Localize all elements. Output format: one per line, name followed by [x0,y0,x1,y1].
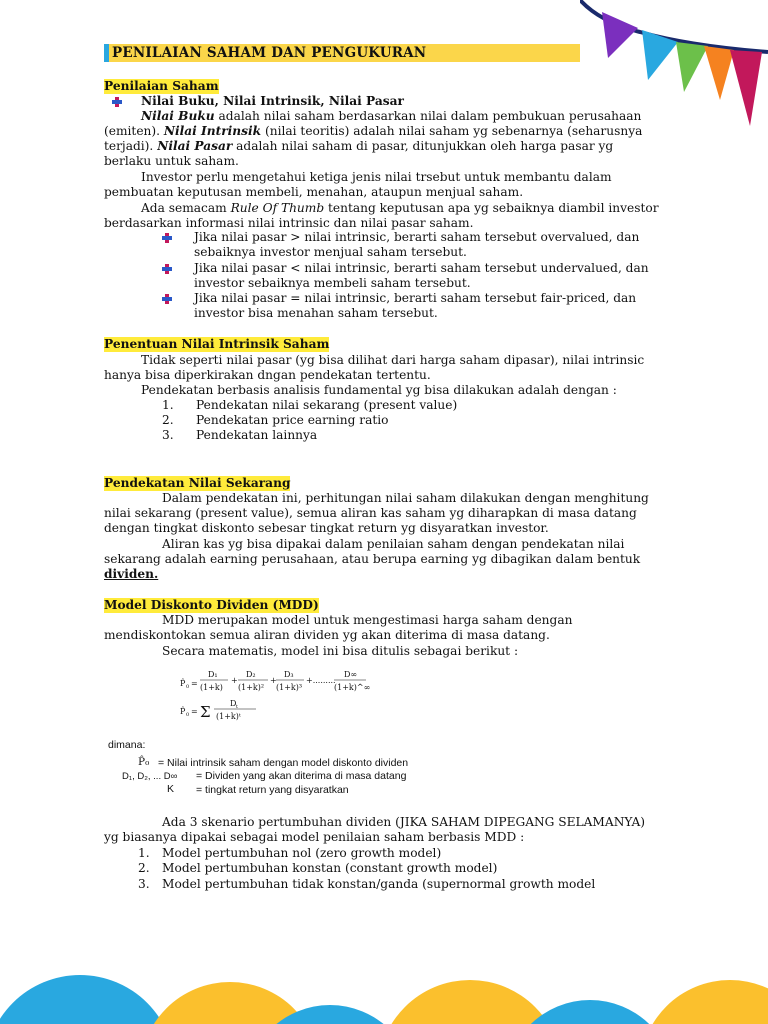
list-item: Model pertumbuhan konstan (constant growth model) [162,861,498,875]
svg-text:+: + [270,676,277,685]
svg-text:(1+k)³: (1+k)³ [276,683,303,692]
title-accent [104,44,109,62]
flag-green [676,42,708,92]
flag-purple [602,12,638,58]
flag-orange [704,46,734,100]
section-heading-penilaian-saham: Penilaian Saham [104,79,219,93]
mdd-formula [178,664,378,726]
paragraph-line: Investor perlu mengetahui ketiga jenis nilai trsebut untuk membantu dalam [141,170,612,184]
list-number: 2. [138,861,150,875]
bullet-icon [112,97,122,107]
list-item: Jika nilai pasar > nilai intrinsic, berarti saham tersebut overvalued, dan [194,230,640,244]
bullet-icon [162,294,172,304]
paragraph-line: Dalam pendekatan ini, perhitungan nilai saham dilakukan dengan menghitung [162,491,649,505]
svg-text:Σ: Σ [200,703,211,721]
paragraph-line: sekarang adalah earning perusahaan, atau berupa earning yg dibagikan dalam bentuk [104,552,641,566]
list-item: sebaiknya investor menjual saham tersebut. [194,245,467,259]
list-item: Pendekatan price earning ratio [196,413,389,427]
svg-text:D₂: D₂ [246,670,256,679]
page-title: PENILAIAN SAHAM DAN PENGUKURAN [112,45,427,61]
paragraph-line: dengan tingkat diskonto sebesar tingkat return yg disyaratkan investor. [104,521,549,535]
paragraph-line: mendiskontokan semua aliran dividen yg akan diterima di masa datang. [104,628,550,642]
paragraph-line: berdasarkan informasi nilai intrinsic dan nilai pasar saham. [104,216,474,230]
list-item: Jika nilai pasar < nilai intrinsic, berarti saham tersebut undervalued, dan [194,261,649,275]
paragraph-line: yg biasanya dipakai sebagai model penilaian saham berbasis MDD : [104,830,525,844]
list-number: 3. [162,428,174,442]
paragraph-line: Ada 3 skenario pertumbuhan dividen (JIKA SAHAM DIPEGANG SELAMANYA) [162,815,646,829]
svg-text:=: = [191,707,198,716]
svg-text:0: 0 [186,684,190,690]
svg-text:P̂: P̂ [180,679,186,688]
svg-text:(1+k): (1+k) [200,683,223,692]
symbol-k: K [167,783,175,795]
list-item: investor sebaiknya membeli saham tersebut. [194,276,471,290]
svg-text:D₃: D₃ [284,670,294,679]
svg-text:+: + [231,676,238,685]
bullet-icon [162,233,172,243]
list-item: Pendekatan lainnya [196,428,318,442]
paragraph-line: MDD merupakan model untuk mengestimasi harga saham dengan [162,613,573,627]
symbol-p0: P̂₀ [138,756,150,768]
paragraph-line: Aliran kas yg bisa dipakai dalam penilaian saham dengan pendekatan nilai [162,537,625,551]
section-heading-penentuan: Penentuan Nilai Intrinsik Saham [104,337,330,351]
bottom-circles-decoration [0,960,768,1024]
svg-text:(1+k)²: (1+k)² [238,683,265,692]
svg-text:t: t [236,704,239,710]
svg-text:0: 0 [186,712,190,718]
paragraph-line: Tidak seperti nilai pasar (yg bisa dilihat dari harga saham dipasar), nilai intrinsic [141,353,645,367]
list-item: investor bisa menahan saham tersebut. [194,306,438,320]
dividen-term: dividen. [104,567,159,581]
flag-magenta [730,50,762,126]
flag-teal [642,30,678,80]
list-item: Model pertumbuhan nol (zero growth model) [162,846,442,860]
list-item: Pendekatan nilai sekarang (present value) [196,398,458,412]
paragraph-line: berlaku untuk saham. [104,154,239,168]
paragraph-line: terjadi). Nilai Pasar adalah nilai saham di pasar, ditunjukkan oleh harga pasar yg [104,139,614,153]
paragraph-line: pembuatan keputusan membeli, menahan, ataupun menjual saham. [104,185,524,199]
paragraph-line: Pendekatan berbasis analisis fundamental yg bisa dilakukan adalah dengan : [141,383,617,397]
definition-line: = Dividen yang akan diterima di masa datang [196,770,407,782]
paragraph-line: hanya bisa diperkirakan dngan pendekatan tertentu. [104,368,431,382]
list-number: 2. [162,413,174,427]
svg-text:+.........: +......... [306,676,336,685]
svg-text:=: = [191,679,198,688]
paragraph-line: nilai sekarang (present value), semua aliran kas saham yg diharapkan di masa datang [104,506,637,520]
definition-line: = tingkat return yang disyaratkan [196,784,349,796]
subheading-nilai: Nilai Buku, Nilai Intrinsik, Nilai Pasar [141,94,404,108]
symbol-d: D₁, D₂, ... D∞ [122,771,178,782]
svg-text:D₁: D₁ [208,670,218,679]
paragraph-line: Nilai Buku adalah nilai saham berdasarkan nilai dalam pembukuan perusahaan [141,109,642,123]
svg-text:D∞: D∞ [344,670,358,679]
section-heading-pendekatan: Pendekatan Nilai Sekarang [104,476,291,490]
list-number: 1. [162,398,174,412]
paragraph-line: (emiten). Nilai Intrinsik (nilai teoritis) adalah nilai saham yg sebenarnya (seharusnya [104,124,643,138]
svg-text:(1+k)ᵗ: (1+k)ᵗ [216,712,241,721]
definition-line: = Nilai intrinsik saham dengan model diskonto dividen [158,757,409,769]
dimana-label: dimana: [108,739,146,751]
paragraph-line: Ada semacam Rule Of Thumb tentang keputusan apa yg sebaiknya diambil investor [141,201,659,215]
bullet-icon [162,264,172,274]
section-heading-mdd: Model Diskonto Dividen (MDD) [104,598,319,612]
svg-text:D: D [230,699,237,708]
list-item: Model pertumbuhan tidak konstan/ganda (supernormal growth model [162,877,596,891]
list-number: 1. [138,846,150,860]
svg-text:(1+k)^∞: (1+k)^∞ [334,683,371,692]
svg-text:P̂: P̂ [180,707,186,716]
list-item: Jika nilai pasar = nilai intrinsic, berarti saham tersebut fair-priced, dan [194,291,637,305]
paragraph-line: Secara matematis, model ini bisa ditulis sebagai berikut : [162,644,519,658]
list-number: 3. [138,877,150,891]
